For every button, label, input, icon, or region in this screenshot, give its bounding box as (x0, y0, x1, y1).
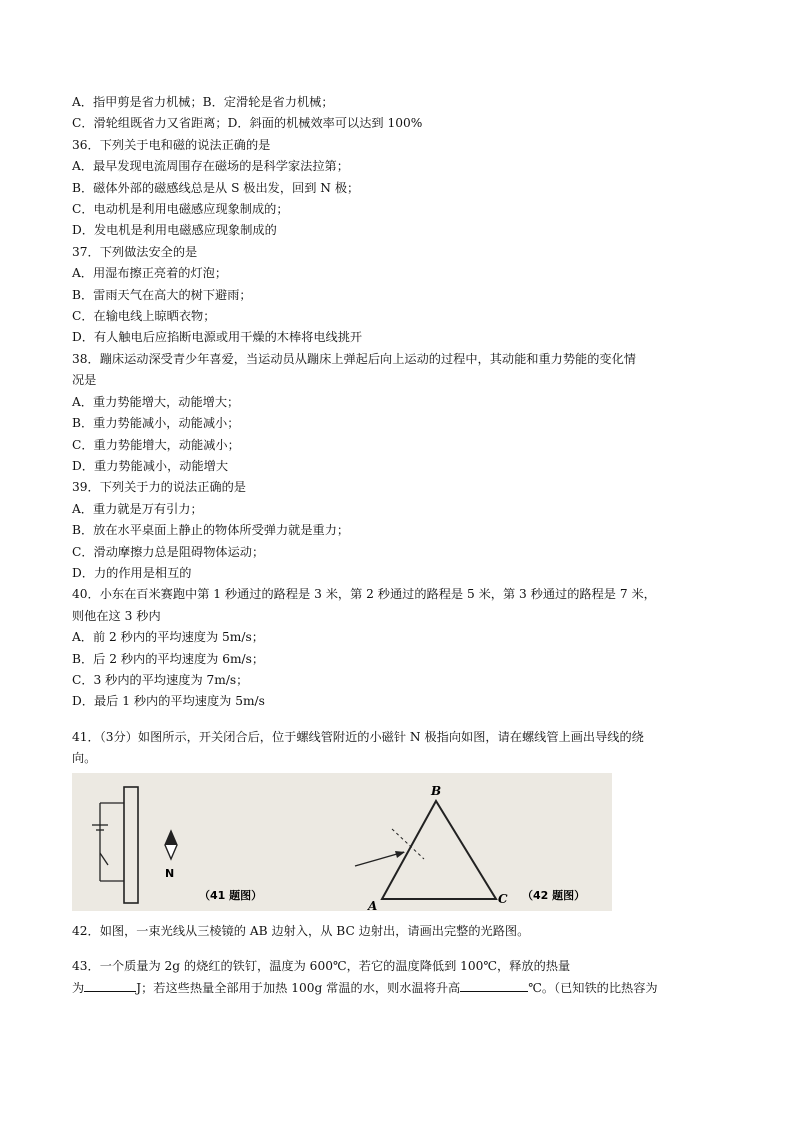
question-line: 37．下列做法安全的是 (72, 244, 198, 259)
spacer (72, 713, 732, 727)
question-line: A．用湿布擦正亮着的灯泡； (72, 266, 228, 281)
question-line: 36．下列关于电和磁的说法正确的是 (72, 137, 271, 152)
circuit-diagram (92, 803, 124, 881)
q41-line-2: 向。 (72, 751, 97, 766)
question-line: 则他在这 3 秒内 (72, 608, 161, 623)
q43-text-b: J；若这些热量全部用于加热 100g 常温的水，则水温将升高 (136, 981, 461, 996)
answer-blank-heat[interactable] (84, 977, 136, 992)
question-line: 况是 (72, 373, 97, 388)
question-line: D．最后 1 秒内的平均速度为 5m/s (72, 694, 265, 709)
q41-line-1: 41．（3分）如图所示，开关闭合后，位于螺线管附近的小磁针 N 极指向如图，请在螺线管上画出导线的绕 (72, 729, 644, 744)
question-line: D．有人触电后应掐断电源或用干燥的木棒将电线挑开 (72, 330, 363, 345)
question-line: A．前 2 秒内的平均速度为 5m/s； (72, 630, 264, 645)
question-line: C．重力势能增大，动能减小； (72, 437, 240, 452)
compass-needle-icon (165, 831, 177, 859)
question-line: C．滑动摩擦力总是阻碍物体运动； (72, 544, 265, 559)
incident-ray-arrow-icon (395, 851, 405, 858)
figure-drawing (72, 773, 612, 911)
q43-text-c: ℃。（已知铁的比热容为 (528, 981, 658, 996)
q43-line-1: 43．一个质量为 2g 的烧红的铁钉，温度为 600℃，若它的温度降低到 100℃，释放的热量 (72, 959, 571, 973)
figure-41-42 (72, 773, 612, 911)
question-line: A．重力就是万有引力； (72, 501, 203, 516)
caption-41: （41 题图） (199, 888, 263, 902)
question-line: 40．小东在百米赛跑中第 1 秒通过的路程是 3 米，第 2 秒通过的路程是 5 米，第 3 秒通过的路程是 7 米， (72, 587, 656, 602)
question-line: C．3 秒内的平均速度为 7m/s； (72, 672, 249, 687)
vertex-a-label: A (368, 898, 378, 911)
exam-page (72, 92, 732, 1000)
question-line: C．电动机是利用电磁感应现象制成的； (72, 202, 289, 217)
question-line: A．重力势能增大，动能增大； (72, 394, 240, 409)
needle-n-label: N (165, 866, 175, 880)
question-line: B．放在水平桌面上静止的物体所受弹力就是重力； (72, 523, 350, 538)
question-line: D．重力势能减小，动能增大 (72, 458, 229, 473)
question-line: 39．下列关于力的说法正确的是 (72, 480, 246, 495)
solenoid-core (124, 787, 138, 903)
q42-line: 42．如图，一束光线从三棱镜的 AB 边射入，从 BC 边射出，请画出完整的光路图。 (72, 923, 530, 938)
vertex-b-label: B (431, 783, 442, 798)
q43-text-a: 为 (72, 981, 85, 996)
vertex-c-label: C (498, 891, 508, 906)
question-line: C．在输电线上晾晒衣物； (72, 309, 216, 324)
question-line: B．后 2 秒内的平均速度为 6m/s； (72, 651, 265, 666)
question-line: B．雷雨天气在高大的树下避雨； (72, 287, 252, 302)
question-line: B．磁体外部的磁感线总是从 S 极出发，回到 N 极； (72, 180, 360, 195)
answer-blank-temperature[interactable] (460, 977, 528, 992)
question-line: C．滑轮组既省力又省距离；D．斜面的机械效率可以达到 100% (72, 116, 423, 131)
switch-lever (100, 853, 108, 865)
question-line: 38．蹦床运动深受青少年喜爱，当运动员从蹦床上弹起后向上运动的过程中，其动能和重力势能的变化情 (72, 351, 636, 366)
question-line: A．指甲剪是省力机械；B．定滑轮是省力机械； (72, 95, 334, 109)
caption-42: （42 题图） (522, 888, 586, 902)
question-line: D．力的作用是相互的 (72, 565, 192, 580)
question-line: B．重力势能减小，动能减小； (72, 416, 240, 431)
question-line: D．发电机是利用电磁感应现象制成的 (72, 223, 277, 238)
question-line: A．最早发现电流周围存在磁场的是科学家法拉第； (72, 159, 349, 174)
questions-35-40 (72, 92, 732, 713)
prism-triangle (382, 801, 496, 899)
spacer (72, 942, 732, 956)
q43-line-2 (72, 977, 732, 999)
